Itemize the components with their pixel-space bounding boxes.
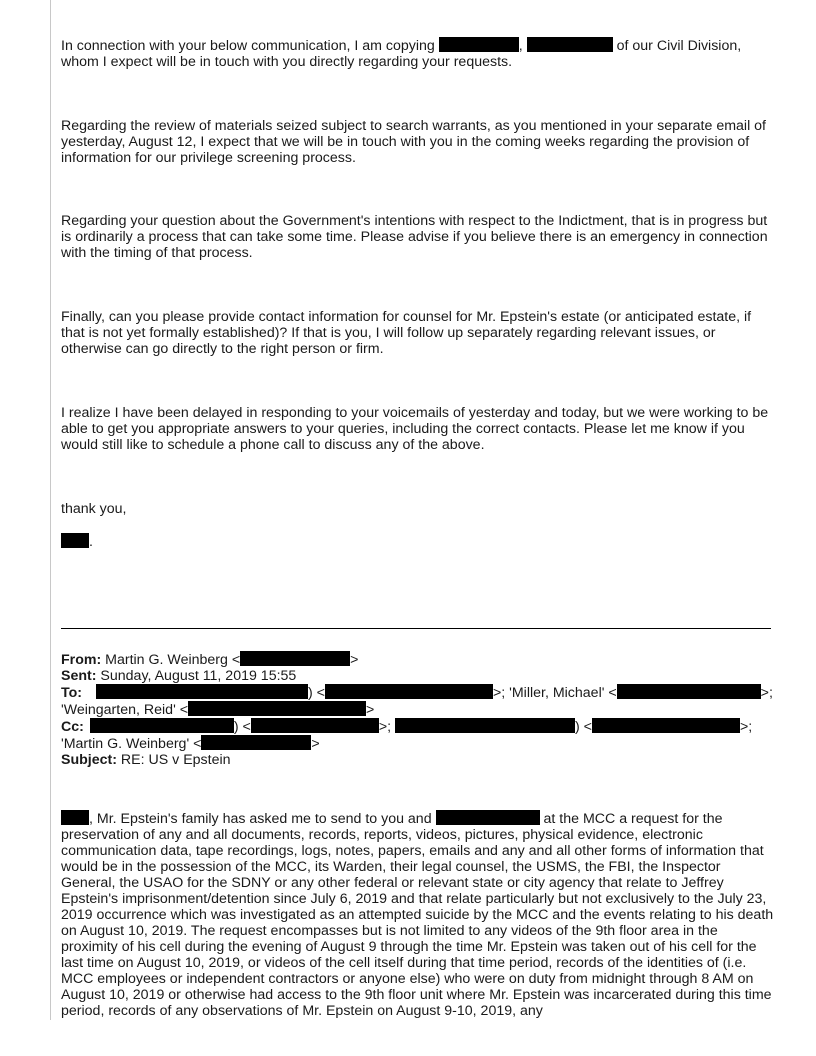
email-header (61, 651, 776, 768)
text: >; (739, 719, 753, 735)
redaction (251, 718, 379, 733)
subject-label: Subject: (61, 752, 117, 768)
redaction (188, 701, 366, 716)
left-margin-rule (50, 0, 51, 1020)
text: > (366, 702, 375, 718)
to-line (61, 684, 776, 701)
paragraph-preservation-request (61, 810, 776, 1019)
redaction (61, 810, 89, 825)
redaction (436, 810, 540, 825)
subject-value: RE: US v Epstein (120, 752, 231, 768)
paragraph-voicemails: I realize I have been delayed in responding to your voicemails of yesterday and today, but we were working to be able to get you appropriate answers to your queries, including the correct contacts. Please let me know if you would still like to schedule a phone call to discuss any of the above. (61, 405, 769, 453)
from-value: Martin G. Weinberg < (105, 652, 241, 668)
paragraph-copying (61, 37, 776, 70)
from-line (61, 651, 776, 668)
subject-line (61, 752, 776, 768)
closing: thank you, (61, 501, 127, 517)
from-label: From: (61, 652, 102, 668)
redaction (592, 718, 740, 733)
cc-label: Cc: (61, 719, 84, 735)
text: In connection with your below communication, I am copying (61, 38, 435, 54)
sent-label: Sent: (61, 668, 97, 684)
text: >; 'Miller, Michael' < (492, 685, 617, 701)
text: of our Civil Division, whom I expect will be in touch with you directly regarding your requests. (61, 38, 742, 70)
signature (61, 533, 776, 550)
text: > (350, 652, 359, 668)
redaction (395, 718, 575, 733)
cc-line (61, 718, 776, 735)
paragraph-indictment: Regarding your question about the Government's intentions with respect to the Indictment, that is in progress but is ordinarily a process that can take some time. Please advise if you believe there is an emergency in connection with the timing of that process. (61, 213, 768, 261)
redaction (527, 37, 613, 52)
redaction (61, 533, 89, 548)
text: >; (760, 685, 773, 701)
text: ) < (575, 719, 592, 735)
text: 'Martin G. Weinberg' < (61, 736, 202, 752)
redaction (439, 37, 519, 52)
sent-value: Sunday, August 11, 2019 15:55 (100, 668, 297, 684)
cc-line-cont (61, 735, 776, 752)
text: ) < (308, 685, 325, 701)
redaction (201, 735, 311, 750)
text: > (311, 736, 320, 752)
text: , (518, 38, 523, 54)
redaction (617, 684, 761, 699)
paragraph-search-warrants: Regarding the review of materials seized subject to search warrants, as you mentioned in your separate email of yesterday, August 12, I expect that we will be in touch with you in the coming weeks regarding the provision of information for our privilege screening process. (61, 118, 767, 166)
redaction (96, 684, 308, 699)
to-line-cont (61, 701, 776, 718)
redaction (240, 651, 350, 666)
sent-line (61, 668, 776, 684)
paragraph-estate-counsel: Finally, can you please provide contact information for counsel for Mr. Epstein's estate (or anticipated estate, if that is not yet formally established)? If that is you, I will follow up separately regarding relevant issues, or otherwise can go directly to the right person or firm. (61, 309, 752, 357)
text: , Mr. Epstein's family has asked me to send to you and (89, 811, 432, 827)
text: >; (378, 719, 392, 735)
redaction (325, 684, 493, 699)
redaction (90, 718, 234, 733)
text: 'Weingarten, Reid' < (61, 702, 189, 718)
text: at the MCC a request for the preservation of any and all documents, records, reports, videos, pictures, physical evidence, electronic communication data, tape recordings, logs, notes, papers, emails and any and all other forms of information that would be in the possession of the MCC, its Warden, their legal counsel, the USMS, the FBI, the Inspector General, the USAO for the SDNY or any other federal or relevant state or city agency that relate to Jeffrey Epstein's imprisonment/detention since July 6, 2019 and that relate particularly but not exclusively to the July 23, 2019 occurrence which was investigated as an attempted suicide by the MCC and the events relating to his death on August 10, 2019. The request encompasses but is not limited to any videos of the 9th floor area in the proximity of his cell during the evening of August 9 through the time Mr. Epstein was taken out of his cell for the last time on August 10, 2019, or videos of the cell itself during that time period, records of the identities of (i.e. MCC employees or independent contractors or anyone else) who were on duty from midnight through 8 AM on August 10, 2019 or otherwise had access to the 9th floor unit where Mr. Epstein was incarcerated during this time period, records of any observations of Mr. Epstein on August 9-10, 2019, any (61, 811, 774, 1019)
text: ) < (233, 719, 251, 735)
to-label: To: (61, 685, 83, 701)
text: . (89, 534, 93, 550)
message-divider (61, 628, 771, 629)
